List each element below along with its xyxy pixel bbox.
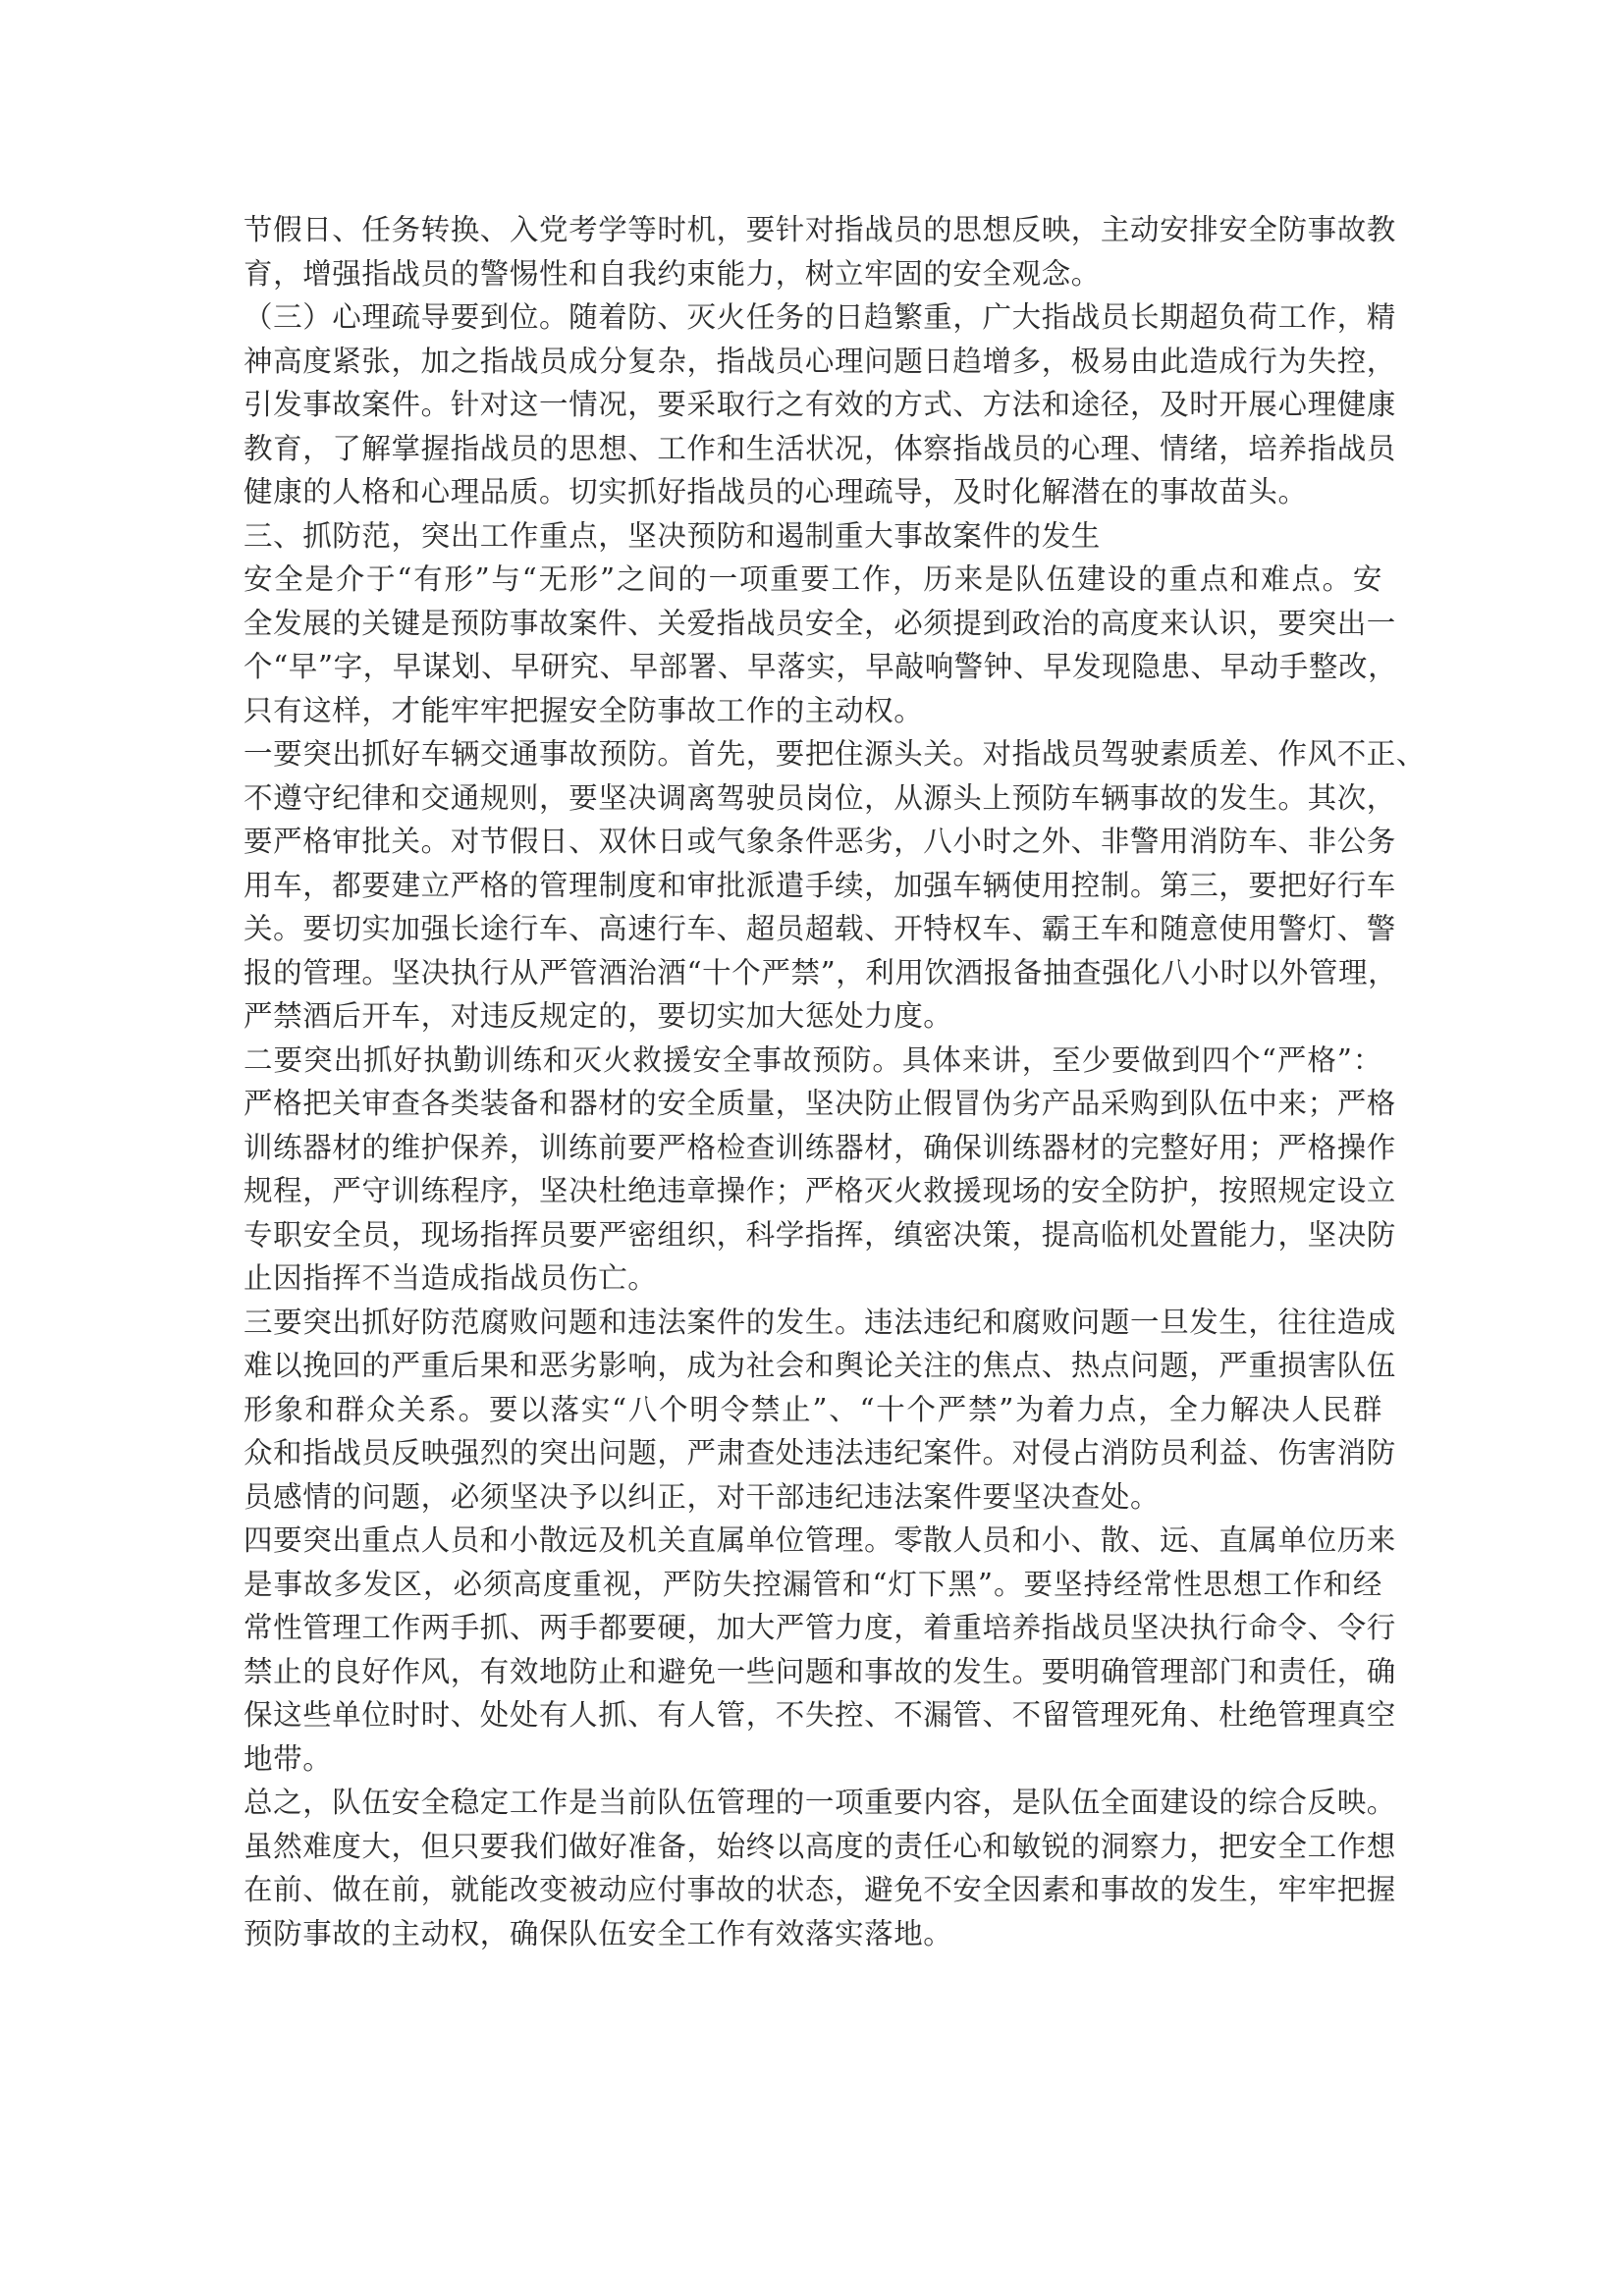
text-line: 形象和群众关系。要以落实“八个明令禁止”、“十个严禁”为着力点，全力解决人民群: [244, 1392, 1382, 1426]
text-line: 是事故多发区，必须高度重视，严防失控漏管和“灯下黑”。要坚持经常性思想工作和经: [244, 1567, 1382, 1601]
text-line: 安全是介于“有形”与“无形”之间的一项重要工作，历来是队伍建设的重点和难点。安: [244, 562, 1382, 596]
text-line: 教育，了解掌握指战员的思想、工作和生活状况，体察指战员的心理、情绪，培养指战员: [244, 431, 1396, 465]
paragraph-psychological-counseling: [244, 295, 1396, 514]
text-line: 规程，严守训练程序，坚决杜绝违章操作；严格灭火救援现场的安全防护，按照规定设立: [244, 1174, 1396, 1207]
text-line: 健康的人格和心理品质。切实抓好指战员的心理疏导，及时化解潜在的事故苗头。: [244, 475, 1308, 508]
text-line: 报的管理。坚决执行从严管酒治酒“十个严禁”，利用饮酒报备抽查强化八小时以外管理，: [244, 955, 1398, 989]
text-line: 预防事故的主动权，确保队伍安全工作有效落实落地。: [244, 1916, 953, 1950]
text-line: 三要突出抓好防范腐败问题和违法案件的发生。违法违纪和腐败问题一旦发生，往往造成: [244, 1305, 1396, 1339]
text-line: 止因指挥不当造成指战员伤亡。: [244, 1261, 658, 1295]
paragraph-key-personnel-management: [244, 1519, 1396, 1781]
text-line: 保这些单位时时、处处有人抓、有人管，不失控、不漏管、不留管理死角、杜绝管理真空: [244, 1698, 1396, 1732]
text-line: 引发事故案件。针对这一情况，要采取行之有效的方式、方法和途径，及时开展心理健康: [244, 388, 1396, 421]
paragraph-training-rescue-prevention: [244, 1039, 1396, 1301]
text-line: 四要突出重点人员和小散远及机关直属单位管理。零散人员和小、散、远、直属单位历来: [244, 1523, 1396, 1557]
text-line: 神高度紧张，加之指战员成分复杂，指战员心理问题日趋增多，极易由此造成行为失控，: [244, 344, 1396, 378]
text-line: 一要突出抓好车辆交通事故预防。首先，要把住源头关。对指战员驾驶素质差、作风不正、: [244, 737, 1427, 771]
text-line: 专职安全员，现场指挥员要严密组织，科学指挥，缜密决策，提高临机处置能力，坚决防: [244, 1217, 1396, 1252]
text-line: 不遵守纪律和交通规则，要坚决调离驾驶员岗位，从源头上预防车辆事故的发生。其次，: [244, 780, 1396, 815]
section-heading: 三、抓防范，突出工作重点，坚决预防和遏制重大事故案件的发生: [244, 518, 1101, 553]
paragraph-corruption-prevention: [244, 1301, 1396, 1520]
text-line: 难以挽回的严重后果和恶劣影响，成为社会和舆论关注的焦点、热点问题，严重损害队伍: [244, 1349, 1396, 1382]
text-line: 二要突出抓好执勤训练和灭火救援安全事故预防。具体来讲，至少要做到四个“严格”：: [244, 1042, 1382, 1077]
document-page: [244, 208, 1427, 1955]
text-line: 训练器材的维护保养，训练前要严格检查训练器材，确保训练器材的完整好用；严格操作: [244, 1130, 1396, 1164]
text-line: 禁止的良好作风，有效地防止和避免一些问题和事故的发生。要明确管理部门和责任，确: [244, 1654, 1396, 1688]
text-line: 员感情的问题，必须坚决予以纠正，对干部违纪违法案件要坚决查处。: [244, 1479, 1161, 1514]
text-line: 常性管理工作两手抓、两手都要硬，加大严管力度，着重培养指战员坚决执行命令、令行: [244, 1611, 1396, 1644]
text-line: 众和指战员反映强烈的突出问题，严肃查处违法违纪案件。对侵占消防员利益、伤害消防: [244, 1436, 1396, 1469]
paragraph-conclusion: [244, 1781, 1396, 1955]
paragraph-safety-intro: [244, 558, 1398, 732]
text-line: 只有这样，才能牢牢把握安全防事故工作的主动权。: [244, 693, 924, 727]
text-line: 全发展的关键是预防事故案件、关爱指战员安全，必须提到政治的高度来认识，要突出一: [244, 606, 1396, 640]
text-line: 关。要切实加强长途行车、高速行车、超员超载、开特权车、霸王车和随意使用警灯、警: [244, 912, 1396, 945]
text-line: 严格把关审查各类装备和器材的安全质量，坚决防止假冒伪劣产品采购到队伍中来；严格: [244, 1087, 1396, 1120]
text-line: 节假日、任务转换、入党考学等时机，要针对指战员的思想反映，主动安排安全防事故教: [244, 213, 1396, 246]
text-line: 严禁酒后开车，对违反规定的，要切实加大惩处力度。: [244, 999, 953, 1033]
paragraph-vehicle-traffic-prevention: [244, 732, 1427, 1039]
paragraph-safety-education-continued: [244, 208, 1396, 295]
text-line: 个“早”字，早谋划、早研究、早部署、早落实，早敲响警钟、早发现隐患、早动手整改，: [244, 650, 1398, 683]
text-line: 在前、做在前，就能改变被动应付事故的状态，避免不安全因素和事故的发生，牢牢把握: [244, 1873, 1396, 1906]
text-line: 虽然难度大，但只要我们做好准备，始终以高度的责任心和敏锐的洞察力，把安全工作想: [244, 1829, 1396, 1863]
text-line: 用车，都要建立严格的管理制度和审批派遣手续，加强车辆使用控制。第三，要把好行车: [244, 868, 1396, 902]
section-heading-prevention: [244, 514, 1382, 559]
text-line: 地带。: [244, 1741, 333, 1776]
text-line: 总之，队伍安全稳定工作是当前队伍管理的一项重要内容，是队伍全面建设的综合反映。: [244, 1786, 1396, 1819]
text-line: （三）心理疏导要到位。随着防、灭火任务的日趋繁重，广大指战员长期超负荷工作，精: [244, 300, 1396, 334]
text-line: 育，增强指战员的警惕性和自我约束能力，树立牢固的安全观念。: [244, 256, 1101, 291]
text-line: 要严格审批关。对节假日、双休日或气象条件恶劣，八小时之外、非警用消防车、非公务: [244, 825, 1396, 858]
